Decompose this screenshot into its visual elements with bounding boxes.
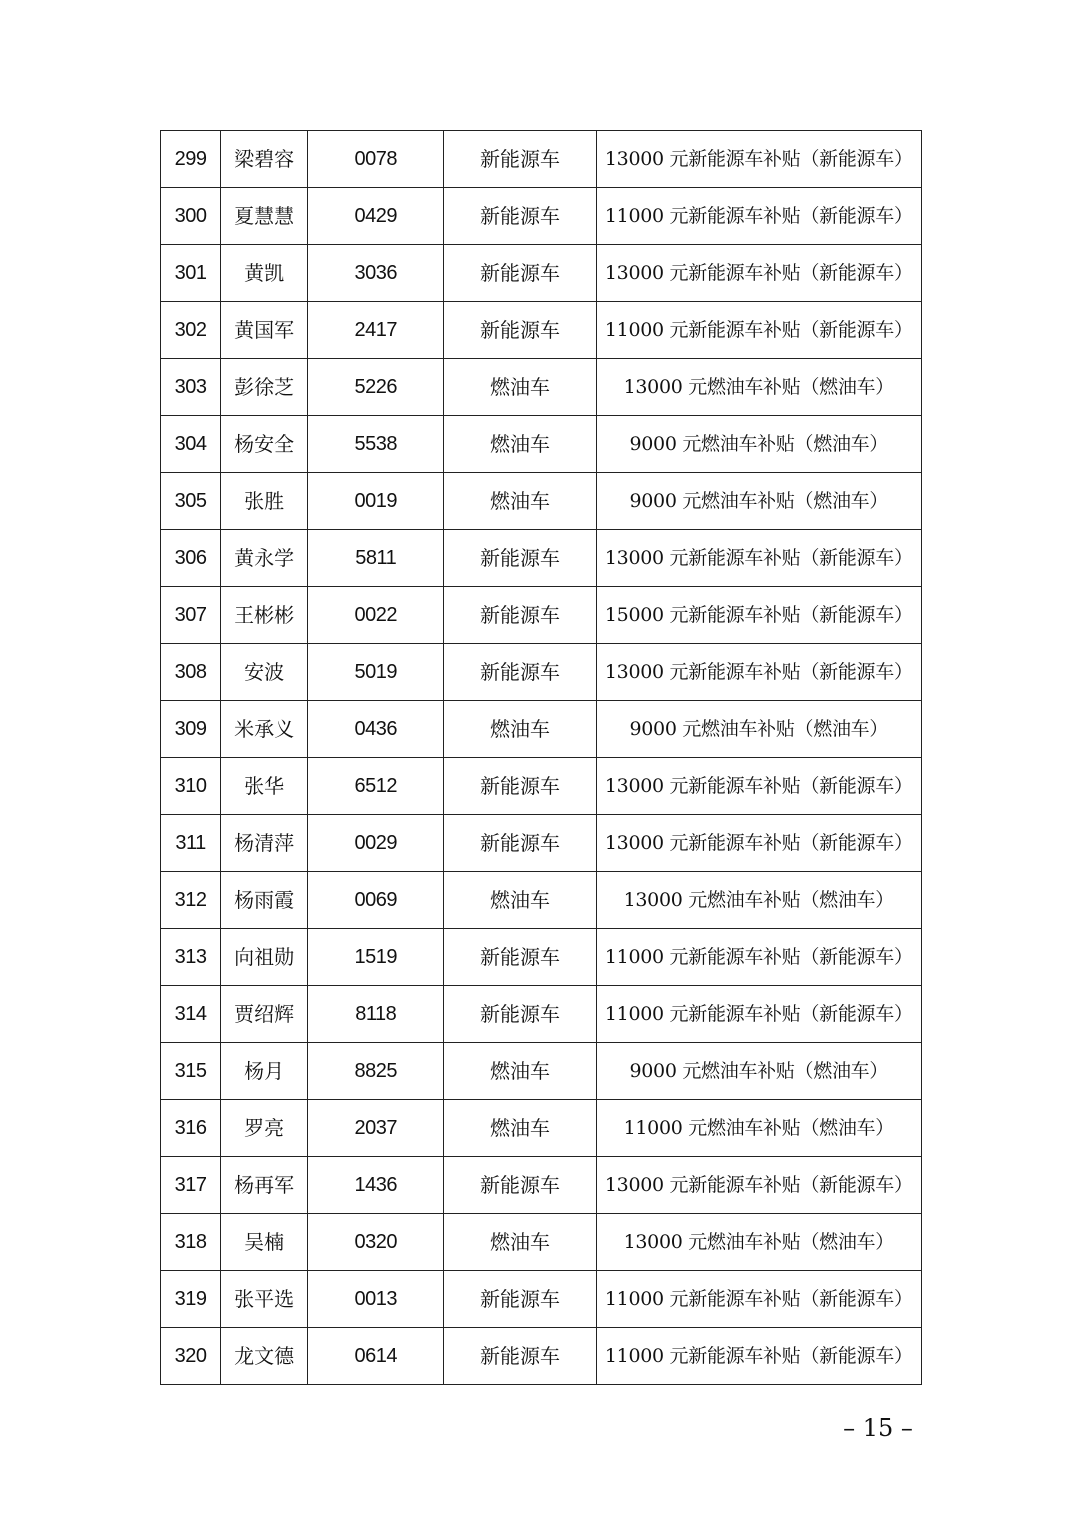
table-row [161,1157,922,1214]
applicant-name-cell: 张平选 [221,1271,308,1328]
id-code-cell: 1519 [308,929,444,986]
applicant-name-cell: 张胜 [221,473,308,530]
subsidy-cell: 11000 元新能源车补贴（新能源车） [596,986,921,1043]
subsidy-table [160,130,922,1385]
subsidy-cell: 13000 元燃油车补贴（燃油车） [596,1214,921,1271]
id-code-cell: 0019 [308,473,444,530]
subsidy-cell: 13000 元燃油车补贴（燃油车） [596,359,921,416]
table-row [161,1100,922,1157]
row-number-cell: 318 [161,1214,221,1271]
id-code-cell: 5226 [308,359,444,416]
applicant-name-cell: 黄国军 [221,302,308,359]
row-number-cell: 319 [161,1271,221,1328]
subsidy-cell: 11000 元新能源车补贴（新能源车） [596,1328,921,1385]
vehicle-type-cell: 燃油车 [444,1214,596,1271]
row-number-cell: 302 [161,302,221,359]
vehicle-type-cell: 新能源车 [444,587,596,644]
row-number-cell: 304 [161,416,221,473]
vehicle-type-cell: 燃油车 [444,1100,596,1157]
subsidy-cell: 9000 元燃油车补贴（燃油车） [596,416,921,473]
table-row [161,188,922,245]
applicant-name-cell: 王彬彬 [221,587,308,644]
applicant-name-cell: 杨月 [221,1043,308,1100]
row-number-cell: 316 [161,1100,221,1157]
table-row [161,1328,922,1385]
table-row [161,986,922,1043]
applicant-name-cell: 吴楠 [221,1214,308,1271]
vehicle-type-cell: 燃油车 [444,473,596,530]
row-number-cell: 307 [161,587,221,644]
applicant-name-cell: 黄凯 [221,245,308,302]
vehicle-type-cell: 新能源车 [444,302,596,359]
vehicle-type-cell: 新能源车 [444,929,596,986]
vehicle-type-cell: 新能源车 [444,245,596,302]
applicant-name-cell: 杨清萍 [221,815,308,872]
row-number-cell: 309 [161,701,221,758]
subsidy-cell: 9000 元燃油车补贴（燃油车） [596,1043,921,1100]
table-row [161,644,922,701]
vehicle-type-cell: 新能源车 [444,188,596,245]
vehicle-type-cell: 燃油车 [444,872,596,929]
applicant-name-cell: 向祖勋 [221,929,308,986]
vehicle-type-cell: 新能源车 [444,758,596,815]
subsidy-cell: 13000 元燃油车补贴（燃油车） [596,872,921,929]
row-number-cell: 320 [161,1328,221,1385]
id-code-cell: 0429 [308,188,444,245]
row-number-cell: 313 [161,929,221,986]
vehicle-type-cell: 新能源车 [444,815,596,872]
table-row [161,872,922,929]
id-code-cell: 2037 [308,1100,444,1157]
applicant-name-cell: 杨安全 [221,416,308,473]
subsidy-cell: 13000 元新能源车补贴（新能源车） [596,530,921,587]
row-number-cell: 300 [161,188,221,245]
row-number-cell: 315 [161,1043,221,1100]
table-row [161,1214,922,1271]
row-number-cell: 311 [161,815,221,872]
table-row [161,302,922,359]
subsidy-cell: 9000 元燃油车补贴（燃油车） [596,701,921,758]
subsidy-cell: 13000 元新能源车补贴（新能源车） [596,245,921,302]
table-row [161,473,922,530]
vehicle-type-cell: 燃油车 [444,701,596,758]
subsidy-cell: 11000 元新能源车补贴（新能源车） [596,188,921,245]
row-number-cell: 308 [161,644,221,701]
row-number-cell: 312 [161,872,221,929]
subsidy-cell: 13000 元新能源车补贴（新能源车） [596,644,921,701]
table-row [161,1271,922,1328]
id-code-cell: 0614 [308,1328,444,1385]
subsidy-cell: 13000 元新能源车补贴（新能源车） [596,815,921,872]
table-row [161,929,922,986]
table-row [161,815,922,872]
vehicle-type-cell: 新能源车 [444,644,596,701]
vehicle-type-cell: 新能源车 [444,530,596,587]
vehicle-type-cell: 新能源车 [444,986,596,1043]
row-number-cell: 301 [161,245,221,302]
id-code-cell: 3036 [308,245,444,302]
subsidy-cell: 11000 元新能源车补贴（新能源车） [596,1271,921,1328]
applicant-name-cell: 张华 [221,758,308,815]
id-code-cell: 0013 [308,1271,444,1328]
subsidy-cell: 11000 元新能源车补贴（新能源车） [596,302,921,359]
applicant-name-cell: 安波 [221,644,308,701]
id-code-cell: 6512 [308,758,444,815]
id-code-cell: 5019 [308,644,444,701]
subsidy-table-body [161,131,922,1385]
table-row [161,530,922,587]
table-row [161,131,922,188]
id-code-cell: 1436 [308,1157,444,1214]
table-row [161,587,922,644]
row-number-cell: 314 [161,986,221,1043]
applicant-name-cell: 杨雨霞 [221,872,308,929]
applicant-name-cell: 罗亮 [221,1100,308,1157]
id-code-cell: 5811 [308,530,444,587]
table-row [161,1043,922,1100]
vehicle-type-cell: 燃油车 [444,1043,596,1100]
subsidy-cell: 13000 元新能源车补贴（新能源车） [596,1157,921,1214]
applicant-name-cell: 贾绍辉 [221,986,308,1043]
vehicle-type-cell: 燃油车 [444,416,596,473]
id-code-cell: 0078 [308,131,444,188]
id-code-cell: 0436 [308,701,444,758]
row-number-cell: 299 [161,131,221,188]
subsidy-cell: 13000 元新能源车补贴（新能源车） [596,758,921,815]
applicant-name-cell: 彭徐芝 [221,359,308,416]
applicant-name-cell: 夏慧慧 [221,188,308,245]
applicant-name-cell: 米承义 [221,701,308,758]
vehicle-type-cell: 新能源车 [444,1157,596,1214]
vehicle-type-cell: 新能源车 [444,131,596,188]
row-number-cell: 310 [161,758,221,815]
row-number-cell: 303 [161,359,221,416]
id-code-cell: 0320 [308,1214,444,1271]
subsidy-cell: 9000 元燃油车补贴（燃油车） [596,473,921,530]
row-number-cell: 305 [161,473,221,530]
vehicle-type-cell: 新能源车 [444,1271,596,1328]
applicant-name-cell: 龙文德 [221,1328,308,1385]
subsidy-cell: 11000 元燃油车补贴（燃油车） [596,1100,921,1157]
id-code-cell: 5538 [308,416,444,473]
table-row [161,416,922,473]
table-row [161,701,922,758]
id-code-cell: 0069 [308,872,444,929]
id-code-cell: 0022 [308,587,444,644]
subsidy-cell: 15000 元新能源车补贴（新能源车） [596,587,921,644]
vehicle-type-cell: 新能源车 [444,1328,596,1385]
subsidy-cell: 13000 元新能源车补贴（新能源车） [596,131,921,188]
table-row [161,359,922,416]
row-number-cell: 306 [161,530,221,587]
id-code-cell: 8825 [308,1043,444,1100]
vehicle-type-cell: 燃油车 [444,359,596,416]
id-code-cell: 2417 [308,302,444,359]
id-code-cell: 8118 [308,986,444,1043]
subsidy-cell: 11000 元新能源车补贴（新能源车） [596,929,921,986]
applicant-name-cell: 梁碧容 [221,131,308,188]
table-row [161,245,922,302]
id-code-cell: 0029 [308,815,444,872]
row-number-cell: 317 [161,1157,221,1214]
applicant-name-cell: 杨再军 [221,1157,308,1214]
page-number: – 15 – [843,1414,913,1442]
table-row [161,758,922,815]
applicant-name-cell: 黄永学 [221,530,308,587]
